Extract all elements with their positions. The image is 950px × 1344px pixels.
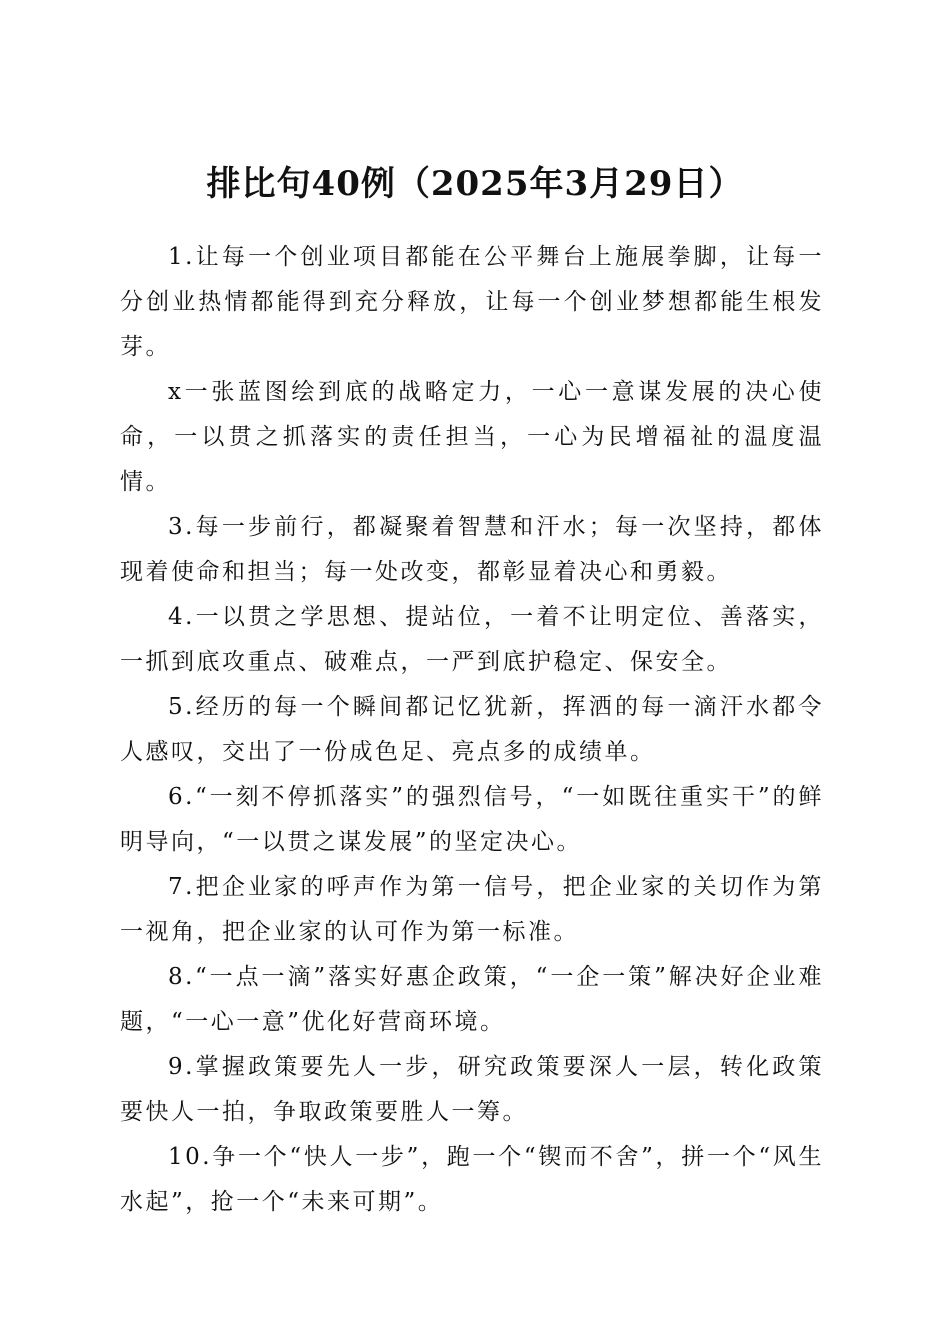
paragraph-5: 5.经历的每一个瞬间都记忆犹新，挥洒的每一滴汗水都令人感叹，交出了一份成色足、亮点多的成绩单。	[120, 694, 824, 765]
paragraph-1: 1.让每一个创业项目都能在公平舞台上施展拳脚，让每一分创业热情都能得到充分释放，让每一个创业梦想都能生根发芽。	[120, 244, 824, 360]
paragraph-9: 9.掌握政策要先人一步，研究政策要深人一层，转化政策要快人一拍，争取政策要胜人一筹。	[120, 1054, 824, 1125]
paragraph-10: 10.争一个“快人一步”，跑一个“锲而不舍”，拼一个“风生水起”，抢一个“未来可期”。	[120, 1144, 824, 1215]
paragraph-4: 4.一以贯之学思想、提站位，一着不让明定位、善落实，一抓到底攻重点、破难点，一严到底护稳定、保安全。	[120, 604, 824, 675]
document-body	[120, 235, 824, 1225]
paragraph-6: 6.“一刻不停抓落实”的强烈信号，“一如既往重实干”的鲜明导向，“一以贯之谋发展”的坚定决心。	[120, 784, 824, 855]
paragraph-8: 8.“一点一滴”落实好惠企政策，“一企一策”解决好企业难题，“一心一意”优化好营商环境。	[120, 964, 824, 1035]
paragraph-7: 7.把企业家的呼声作为第一信号，把企业家的关切作为第一视角，把企业家的认可作为第一标准。	[120, 874, 824, 945]
paragraph-2: x一张蓝图绘到底的战略定力，一心一意谋发展的决心使命，一以贯之抓落实的责任担当，一心为民增福祉的温度温情。	[120, 379, 824, 495]
paragraph-3: 3.每一步前行，都凝聚着智慧和汗水；每一次坚持，都体现着使命和担当；每一处改变，都彰显着决心和勇毅。	[120, 514, 824, 585]
document-title: 排比句40例（2025年3月29日）	[206, 163, 744, 204]
